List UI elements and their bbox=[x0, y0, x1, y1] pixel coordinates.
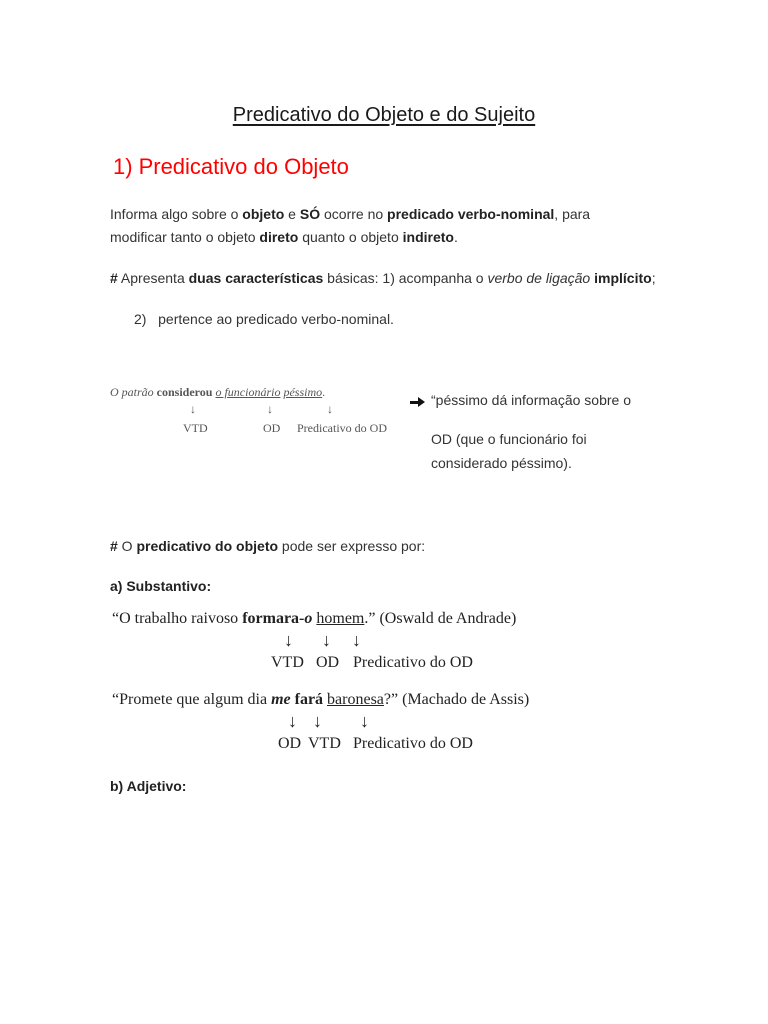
right-arrow-icon bbox=[410, 393, 426, 411]
label-od: OD bbox=[278, 735, 302, 752]
label-vtd: VTD bbox=[271, 654, 304, 671]
arrow-down: ↓ bbox=[360, 711, 369, 731]
note-line: considerado péssimo). bbox=[431, 455, 572, 471]
label-predicativo: Predicativo do OD bbox=[353, 735, 473, 752]
paragraph-characteristics: # Apresenta duas características básicas: 1) acompanha o verbo de ligação implícito; bbox=[110, 270, 656, 286]
arrow-down: ↓ bbox=[313, 711, 322, 731]
section-heading-predicativo-objeto bbox=[113, 154, 349, 180]
list-item: 2) pertence ao predicado verbo-nominal. bbox=[134, 311, 394, 327]
example-sentence-2: “O trabalho raivoso formara-o homem.” (Oswald de Andrade) bbox=[112, 610, 517, 627]
subheading-substantivo: a) Substantivo: bbox=[110, 578, 212, 594]
label-predicativo: Predicativo do OD bbox=[297, 421, 387, 435]
arrow-down: ↓ bbox=[288, 711, 297, 731]
example-sentence-3: “Promete que algum dia me fará baronesa?” (Machado de Assis) bbox=[112, 691, 530, 708]
subheading-adjetivo: b) Adjetivo: bbox=[110, 778, 187, 794]
paragraph-line: Informa algo sobre o objeto e SÓ ocorre no predicado verbo-nominal, para bbox=[110, 206, 591, 222]
note-line: “péssimo dá informação sobre o bbox=[431, 392, 631, 408]
section-number: 1) bbox=[113, 154, 133, 179]
arrow-down: ↓ bbox=[190, 402, 196, 416]
arrow-down: ↓ bbox=[327, 402, 333, 416]
label-od: OD bbox=[263, 421, 281, 435]
arrow-down: ↓ bbox=[284, 630, 293, 650]
label-vtd: VTD bbox=[183, 421, 208, 435]
label-predicativo: Predicativo do OD bbox=[353, 654, 473, 671]
page-title: Predicativo do Objeto e do Sujeito bbox=[232, 104, 536, 126]
note-line: OD (que o funcionário foi bbox=[431, 431, 587, 447]
arrow-down: ↓ bbox=[267, 402, 273, 416]
label-od: OD bbox=[316, 654, 340, 671]
label-vtd: VTD bbox=[308, 735, 341, 752]
paragraph-expressed-by: # O predicativo do objeto pode ser expresso por: bbox=[110, 538, 426, 554]
arrow-down: ↓ bbox=[322, 630, 331, 650]
paragraph-line: modificar tanto o objeto direto quanto o objeto indireto. bbox=[110, 229, 458, 245]
example-sentence-1: O patrão considerou o funcionário péssimo. bbox=[110, 385, 326, 399]
arrow-down: ↓ bbox=[352, 630, 361, 650]
section-title: Predicativo do Objeto bbox=[138, 154, 349, 179]
